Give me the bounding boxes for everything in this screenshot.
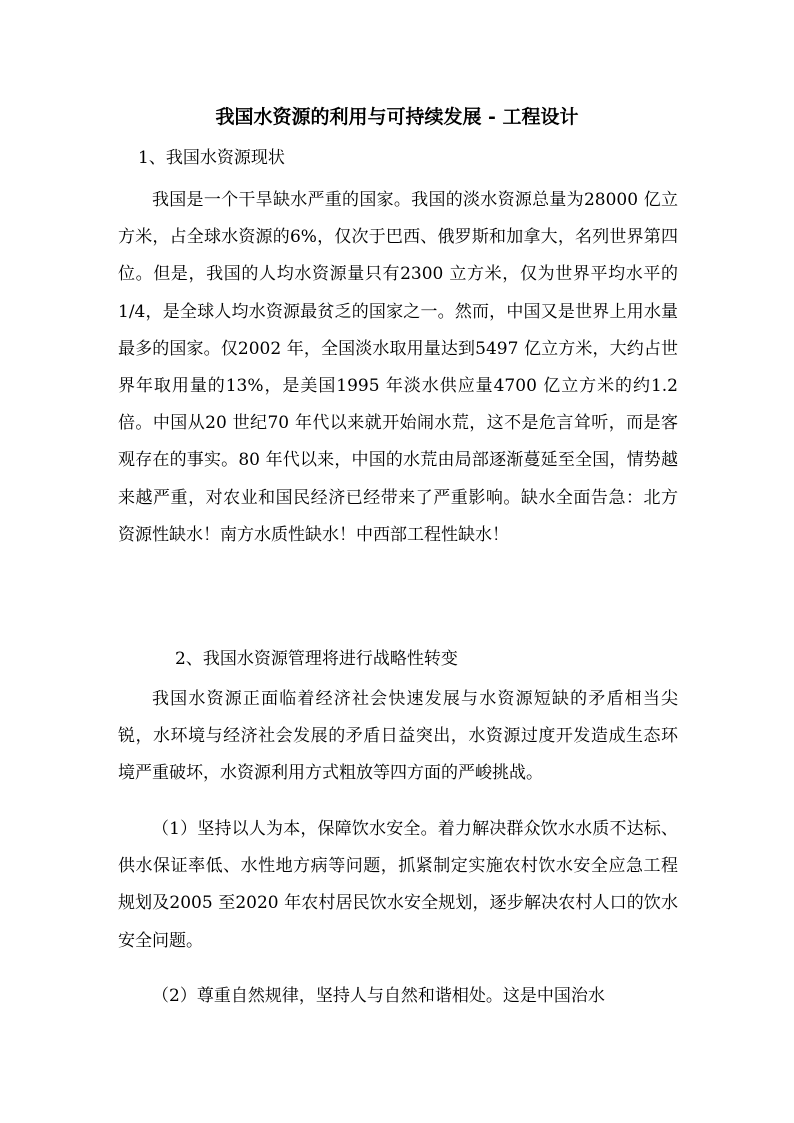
document-title: 我国水资源的利用与可持续发展 - 工程设计 [215, 106, 579, 128]
section-2-paragraph: 我国水资源正面临着经济社会快速发展与水资源短缺的矛盾相当尖锐，水环境与经济社会发展的矛盾日益突出，水资源过度开发造成生态环境严重破坏，水资源利用方式粗放等四方面的严峻挑战。 [118, 689, 678, 784]
section-1-paragraph: 我国是一个干旱缺水严重的国家。我国的淡水资源总量为28000 亿立方米，占全球水资源的6%，仅次于巴西、俄罗斯和加拿大，名列世界第四位。但是，我国的人均水资源量只有2300 立方米，仅为世界平均水平的1/4，是全球人均水资源最贫乏的国家之一。然而，中国又是世界上用水量最多的国家。仅2002 年，全国淡水取用量达到5497 亿立方米，大约占世界年取用量的13%，是美国1995 年淡水供应量4700 亿立方米的约1.2 倍。中国从20 世纪70 年代以来就开始闹水荒，这不是危言耸听，而是客观存在的事实。80 年代以来，中国的水荒由局部逐渐蔓延至全国，情势越来越严重，对农业和国民经济已经带来了严重影响。缺水全面告急：北方资源性缺水！南方水质性缺水！中西部工程性缺水！ [118, 190, 678, 545]
section-heading-2: 2、我国水资源管理将进行战略性转变 [175, 649, 458, 669]
list-item-2-paragraph: （2）尊重自然规律，坚持人与自然和谐相处。这是中国治水 [152, 986, 605, 1006]
list-item-1-paragraph: （1）坚持以人为本，保障饮水安全。着力解决群众饮水水质不达标、供水保证率低、水性地方病等问题，抓紧制定实施农村饮水安全应急工程规划及2005 至2020 年农村居民饮水安全规划，逐步解决农村人口的饮水安全问题。 [118, 819, 678, 951]
section-heading-1: 1、我国水资源现状 [138, 148, 285, 168]
